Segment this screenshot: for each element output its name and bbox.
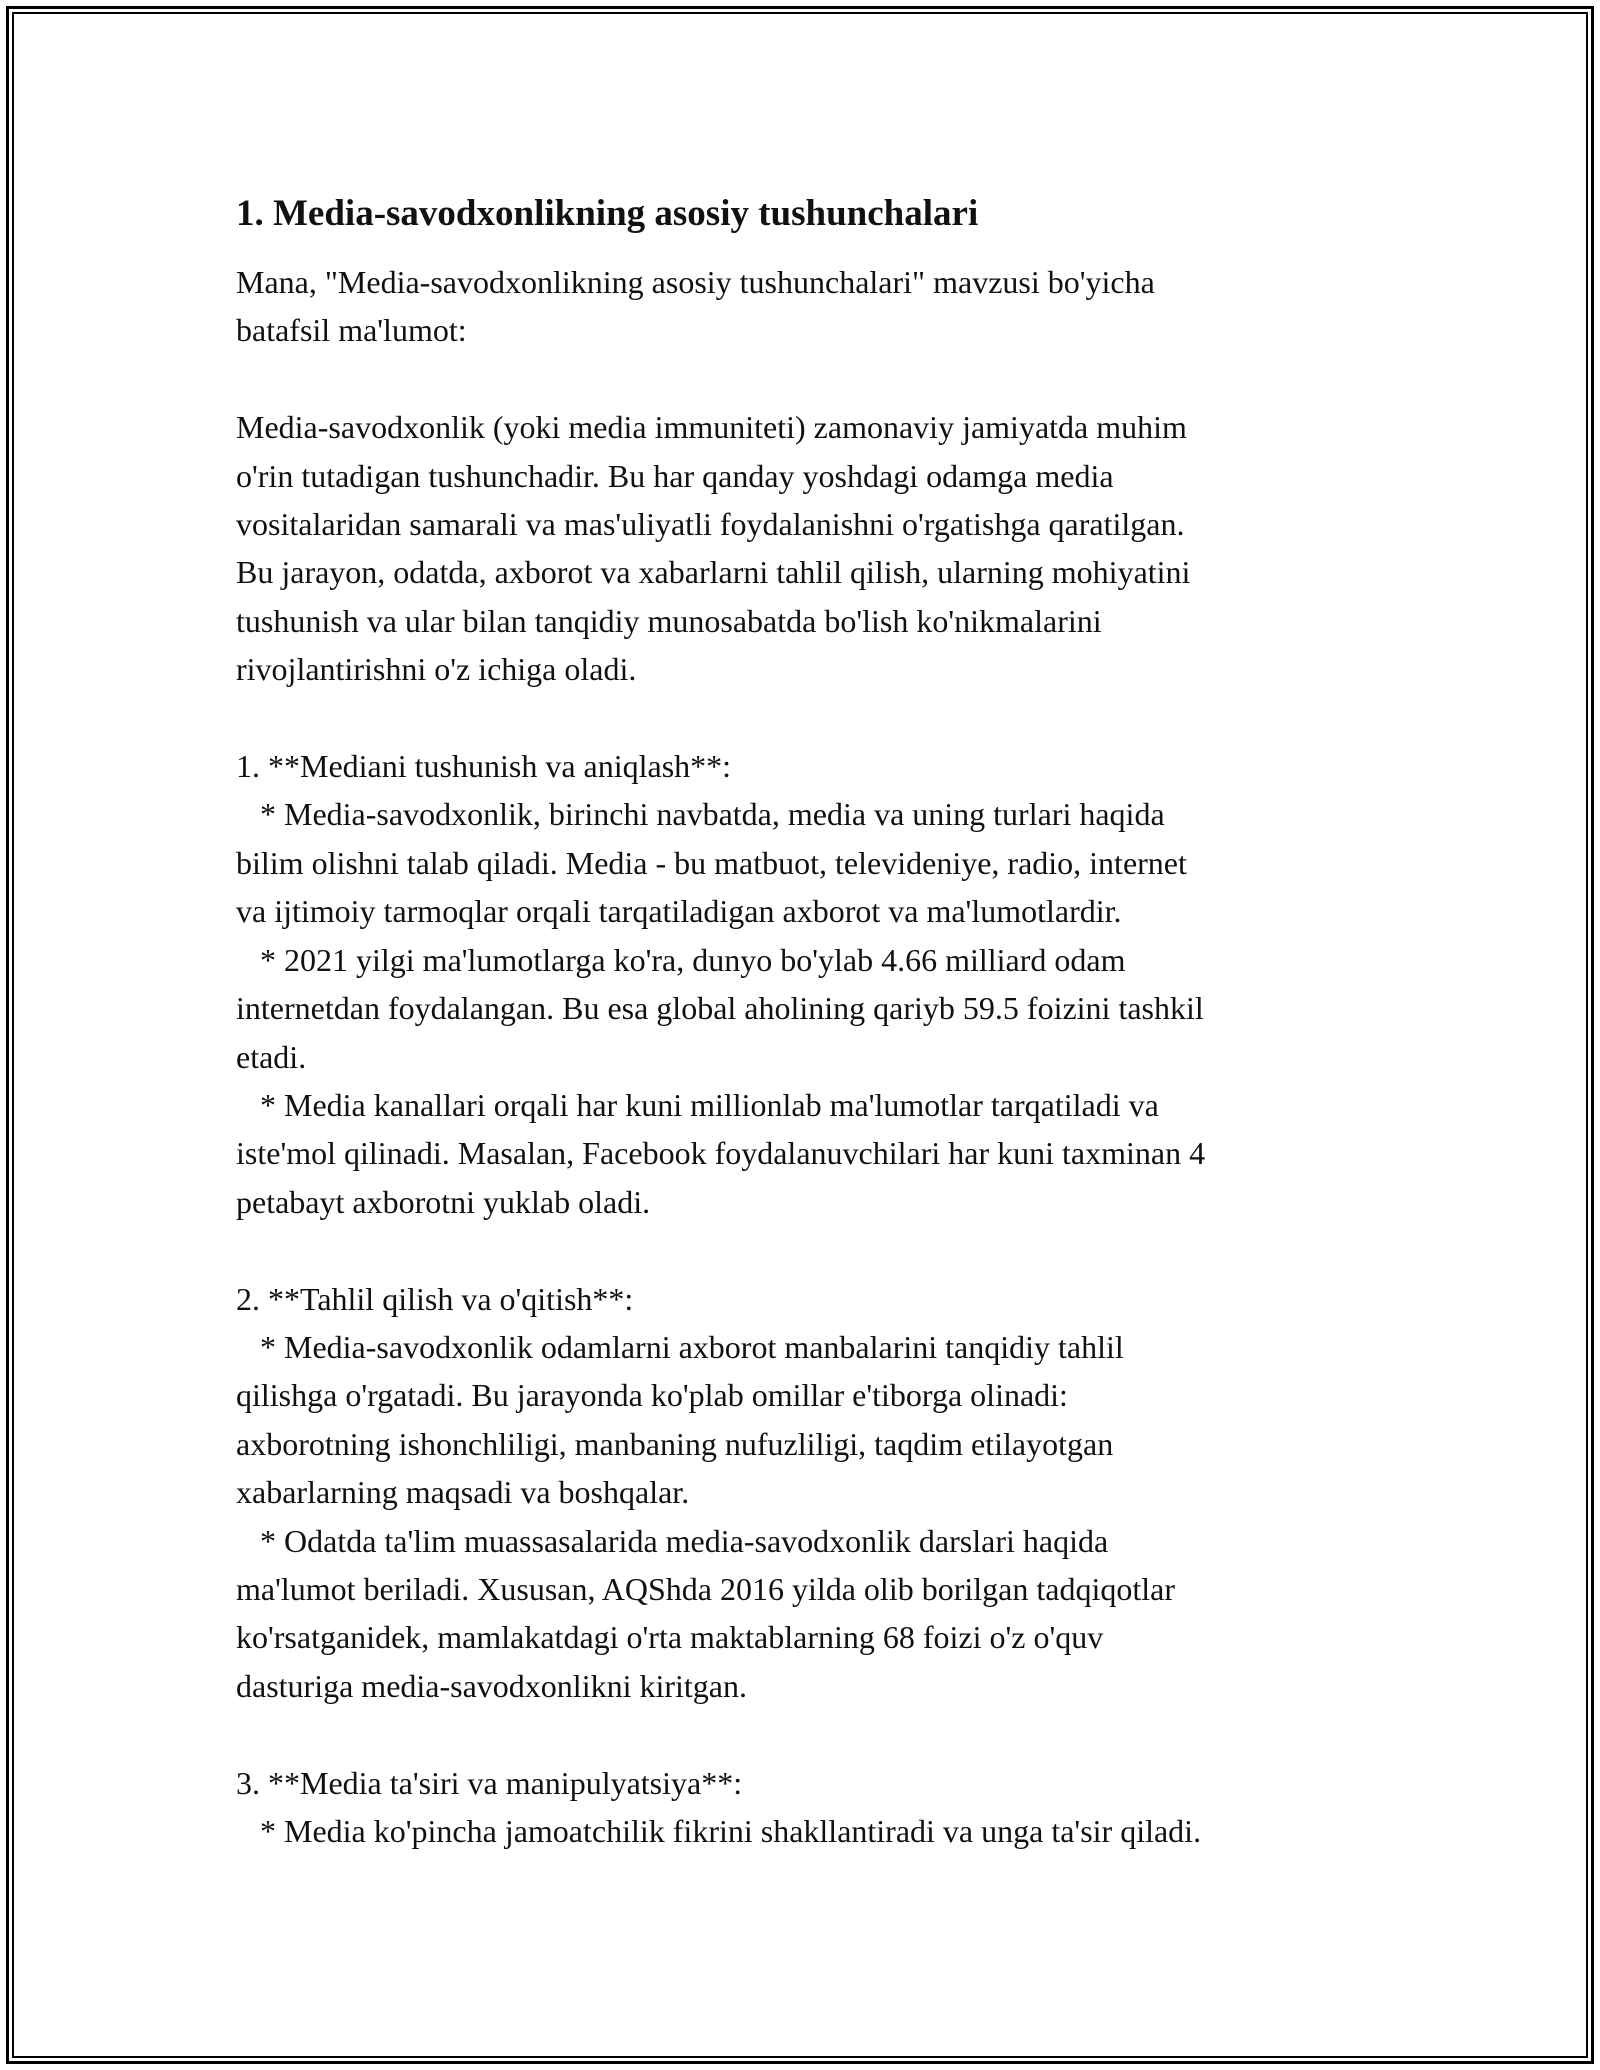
section-heading: 1. Media-savodxonlikning asosiy tushunchalari <box>236 193 979 234</box>
document-page <box>236 188 1366 1855</box>
document-body-text: Mana, "Media-savodxonlikning asosiy tushunchalari" mavzusi bo'yicha batafsil ma'lumot: Media-savodxonlik (yoki media immuniteti) zamonaviy jamiyatda muhim o'rin tutadigan tushunchadir. Bu har qanday yoshdagi odamga media vositalaridan samarali va mas'uliyatli foydalanishni o'rgatishga qaratilgan. Bu jarayon, odatda, axborot va xabarlarni tahlil qilish, ularning mohiyatini tushunish va ular bilan tanqidiy munosabatda bo'lish ko'nikmalarini rivojlantirishni o'z ichiga oladi. 1. **Mediani tushunish va aniqlash**: * Media-savodxonlik, birinchi navbatda, media va uning turlari haqida bilim olishni talab qiladi. Media - bu matbuot, televideniye, radio, internet va ijtimoiy tarmoqlar orqali tarqatiladigan axborot va ma'lumotlardir. * 2021 yilgi ma'lumotlarga ko'ra, dunyo bo'ylab 4.66 milliard odam internetdan foydalangan. Bu esa global aholining qariyb 59.5 foizini tashkil etadi. * Media kanallari orqali har kuni millionlab ma'lumotlar tarqatiladi va iste'mol qilinadi. Masalan, Facebook foydalanuvchilari har kuni taxminan 4 petabayt axborotni yuklab oladi. 2. **Tahlil qilish va o'qitish**: * Media-savodxonlik odamlarni axborot manbalarini tanqidiy tahlil qilishga o'rgatadi. Bu jarayonda ko'plab omillar e'tiborga olinadi: axborotning ishonchliligi, manbaning nufuzliligi, taqdim etilayotgan xabarlarning maqsadi va boshqalar. * Odatda ta'lim muassasalarida media-savodxonlik darslari haqida ma'lumot beriladi. Xususan, AQShda 2016 yilda olib borilgan tadqiqotlar ko'rsatganidek, mamlakatdagi o'rta maktablarning 68 foizi o'z o'quv dasturiga media-savodxonlikni kiritgan. 3. **Media ta'siri va manipulyatsiya**: * Media ko'pincha jamoatchilik fikrini shakllantiradi va unga ta'sir qiladi. <box>236 264 1206 1849</box>
